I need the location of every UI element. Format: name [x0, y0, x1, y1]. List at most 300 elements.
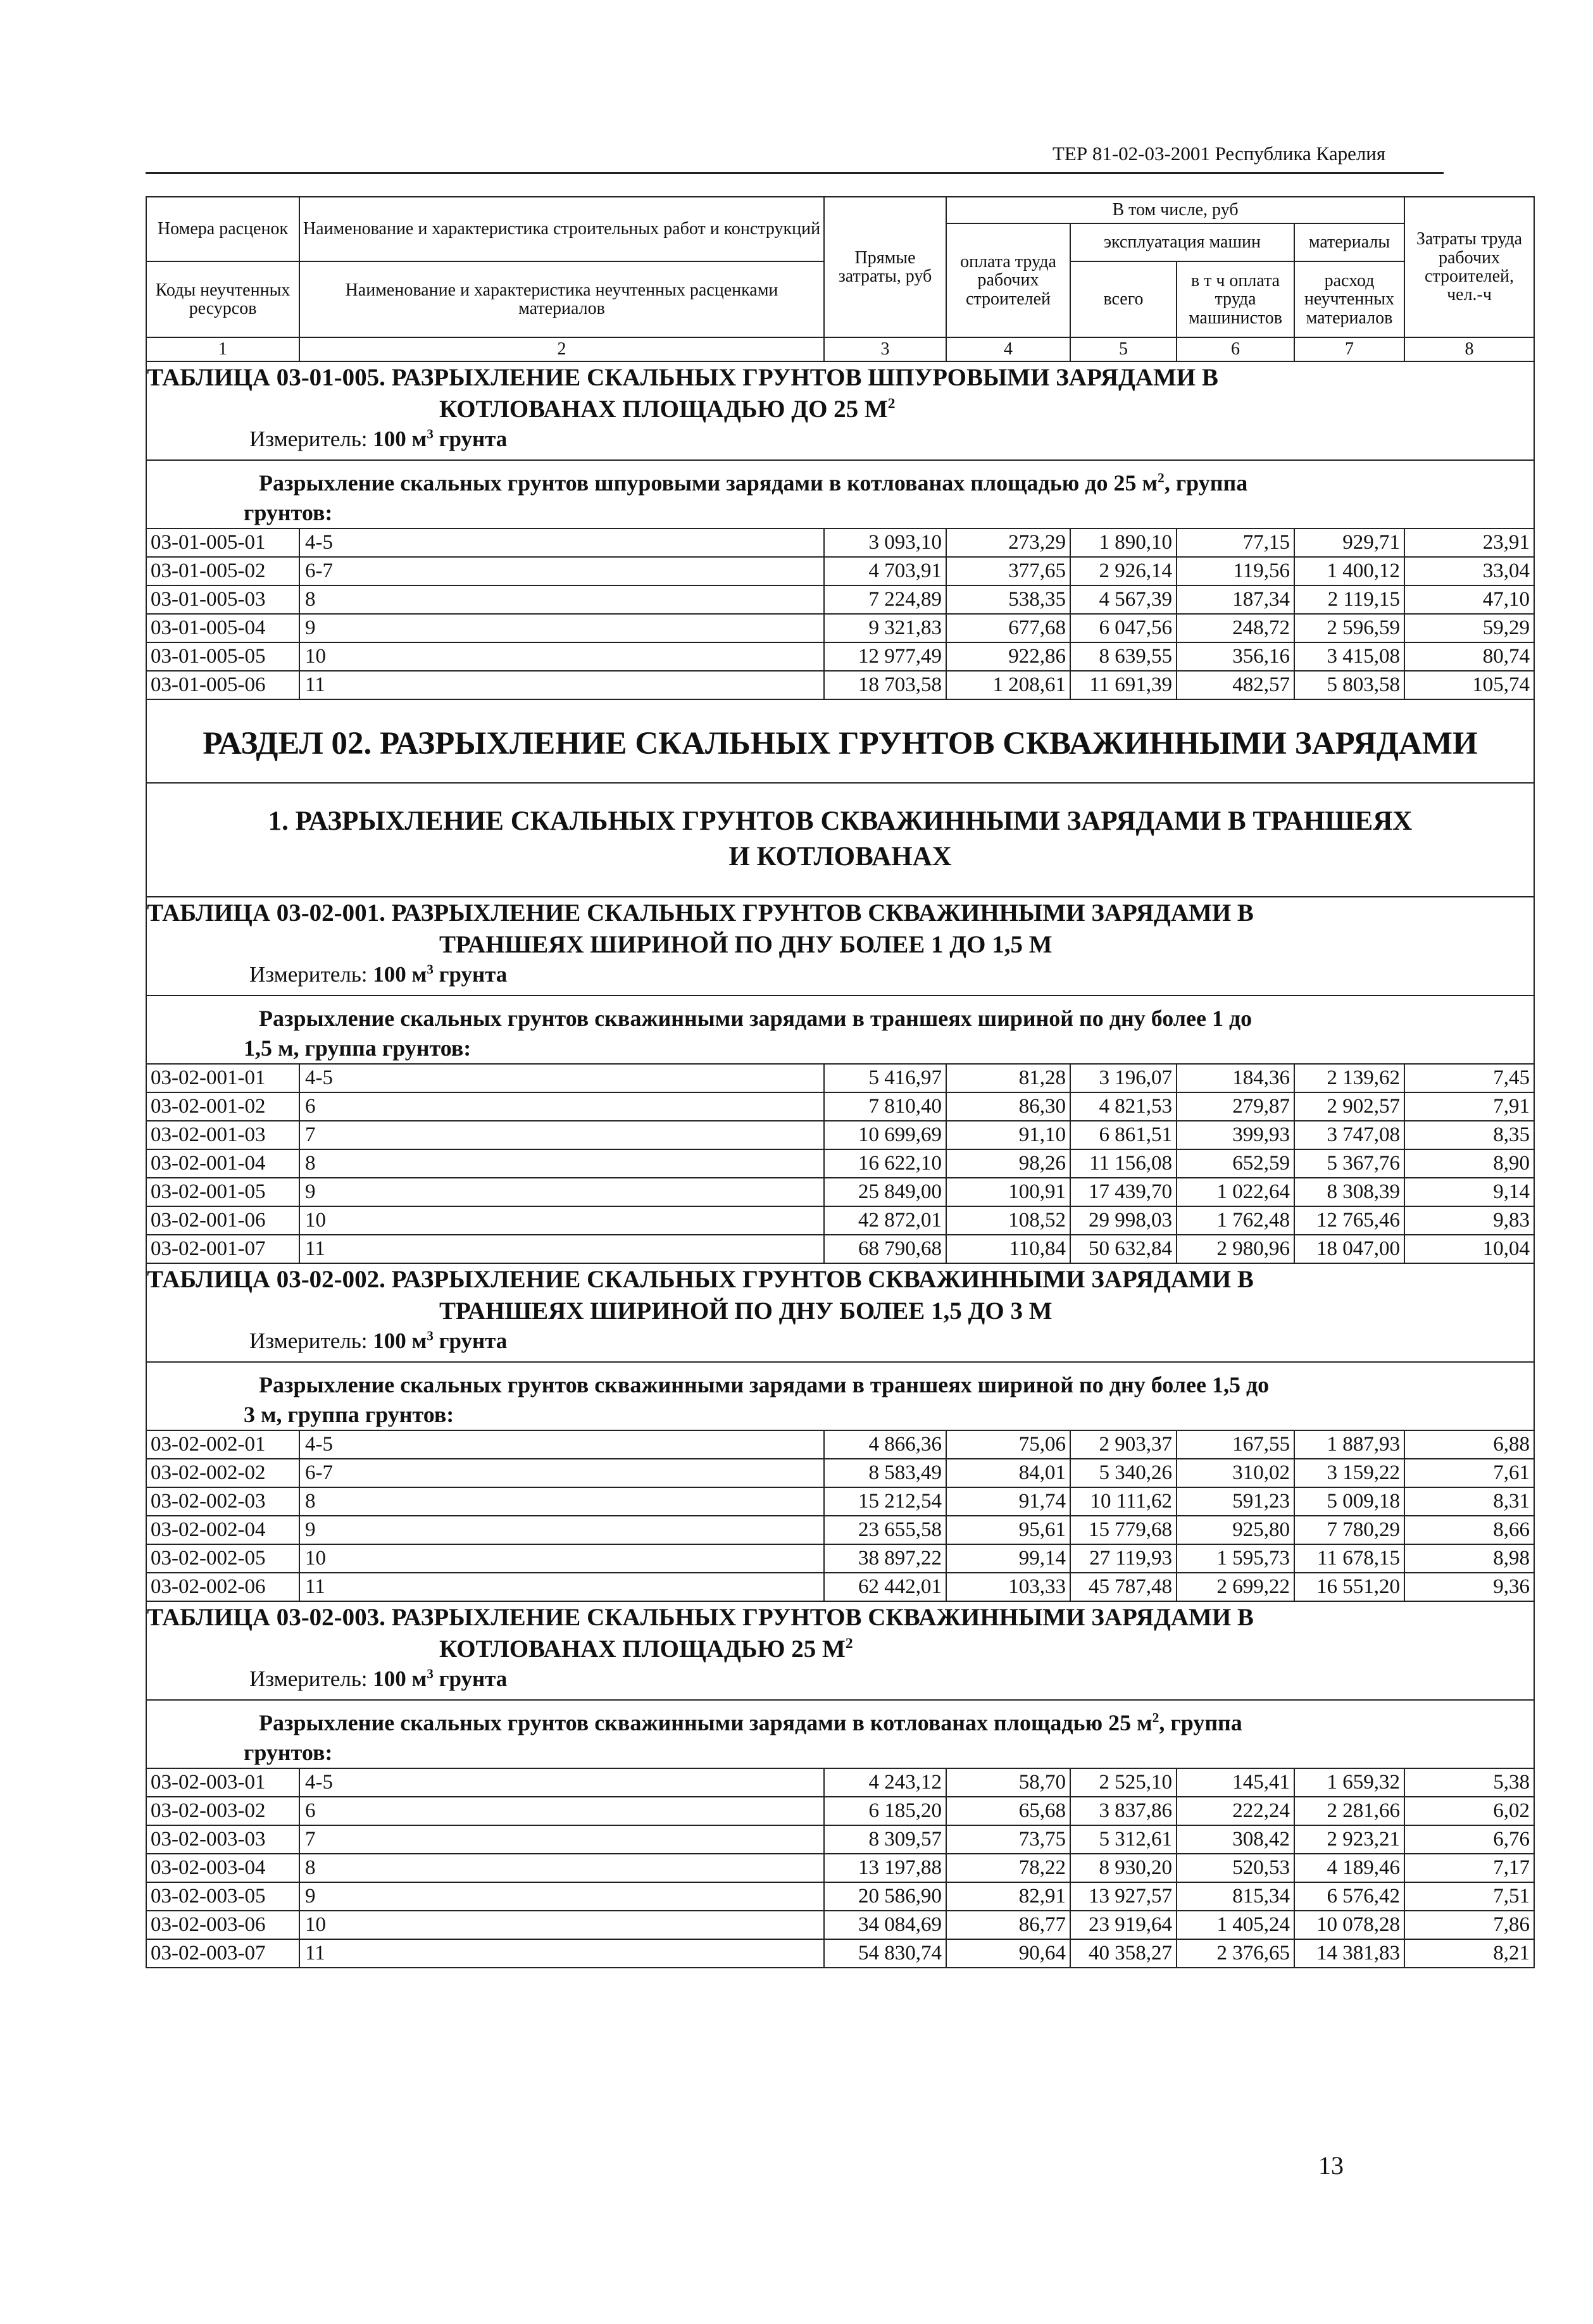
machines-total: 11 156,08: [1070, 1149, 1177, 1178]
soil-group: 9: [299, 1882, 824, 1911]
operators-pay: 1 762,48: [1177, 1206, 1294, 1235]
col1-bottom-header: Коды неучтенных ресурсов: [146, 261, 299, 337]
rate-code: 03-01-005-01: [146, 528, 299, 557]
unit-value: 100 м: [373, 427, 427, 451]
rate-code: 03-02-002-01: [146, 1430, 299, 1459]
direct-cost: 6 185,20: [824, 1797, 946, 1825]
rate-code: 03-02-002-06: [146, 1573, 299, 1601]
table-title-row: [146, 897, 1534, 996]
unit-sup: 3: [427, 1666, 434, 1682]
labor-pay: 82,91: [946, 1882, 1070, 1911]
materials-cost: 7 780,29: [1294, 1516, 1404, 1544]
table-row: [146, 1430, 1534, 1459]
machines-total: 3 196,07: [1070, 1064, 1177, 1092]
labor-hours: 105,74: [1404, 671, 1534, 699]
subsection-title: [147, 784, 1534, 896]
description-cell: [146, 1700, 1534, 1768]
labor-hours: 8,35: [1404, 1121, 1534, 1149]
unit-value-wrap: [373, 427, 507, 451]
direct-cost: 7 810,40: [824, 1092, 946, 1121]
rate-code: 03-01-005-02: [146, 557, 299, 585]
labor-pay: 90,64: [946, 1939, 1070, 1968]
materials-cost: 5 803,58: [1294, 671, 1404, 699]
soil-group: 11: [299, 671, 824, 699]
materials-cost: 2 902,57: [1294, 1092, 1404, 1121]
materials-cost: 5 367,76: [1294, 1149, 1404, 1178]
soil-group: 10: [299, 642, 824, 671]
table-row: [146, 1911, 1534, 1939]
soil-group: 4-5: [299, 528, 824, 557]
table-title-sup: 2: [845, 1635, 853, 1652]
operators-pay: 310,02: [1177, 1459, 1294, 1487]
unit-label: Измеритель:: [249, 1328, 368, 1353]
labor-pay: 1 208,61: [946, 671, 1070, 699]
labor-pay: 84,01: [946, 1459, 1070, 1487]
description-cell: [146, 996, 1534, 1064]
direct-cost: 3 093,10: [824, 528, 946, 557]
labor-hours: 5,38: [1404, 1768, 1534, 1797]
table-row: [146, 1544, 1534, 1573]
soil-group: 8: [299, 1854, 824, 1882]
labor-pay: 65,68: [946, 1797, 1070, 1825]
table-row: [146, 1092, 1534, 1121]
description-row: [146, 460, 1534, 528]
operators-pay: 248,72: [1177, 614, 1294, 642]
materials-cost: 12 765,46: [1294, 1206, 1404, 1235]
materials-cost: 11 678,15: [1294, 1544, 1404, 1573]
col4-header: оплата труда рабочих строителей: [946, 223, 1070, 337]
soil-group: 11: [299, 1573, 824, 1601]
unit-label: Измеритель:: [249, 427, 368, 451]
labor-hours: 9,36: [1404, 1573, 1534, 1601]
column-number: 3: [824, 337, 946, 361]
operators-pay: 520,53: [1177, 1854, 1294, 1882]
description-line2: грунтов:: [244, 1740, 333, 1765]
table-code: ТАБЛИЦА 03-02-002.: [147, 1266, 385, 1293]
column-numbers-row: [146, 337, 1534, 361]
table-title-line2: КОТЛОВАНАХ ПЛОЩАДЬЮ 25 М: [439, 1635, 846, 1663]
rates-table: [146, 196, 1535, 1968]
unit-sup: 3: [427, 426, 434, 442]
table-row: [146, 1573, 1534, 1601]
materials-cost: 6 576,42: [1294, 1882, 1404, 1911]
machines-total: 10 111,62: [1070, 1487, 1177, 1516]
table-row: [146, 1064, 1534, 1092]
machines-total: 5 312,61: [1070, 1825, 1177, 1854]
operators-pay: 222,24: [1177, 1797, 1294, 1825]
labor-pay: 538,35: [946, 585, 1070, 614]
col1-top-header: Номера расценок: [146, 197, 299, 261]
machines-total: 13 927,57: [1070, 1882, 1177, 1911]
table-title-line1: РАЗРЫХЛЕНИЕ СКАЛЬНЫХ ГРУНТОВ ШПУРОВЫМИ ЗАРЯДАМИ В: [391, 364, 1218, 391]
table-title-line2-wrap: [147, 1296, 1534, 1327]
labor-pay: 108,52: [946, 1206, 1070, 1235]
machines-total: 4 821,53: [1070, 1092, 1177, 1121]
unit-value-wrap: [373, 962, 507, 987]
column-number: 7: [1294, 337, 1404, 361]
column-number: 6: [1177, 337, 1294, 361]
materials-cost: 1 887,93: [1294, 1430, 1404, 1459]
operators-pay: 2 699,22: [1177, 1573, 1294, 1601]
table-title-row: [146, 1601, 1534, 1700]
table-title: [147, 897, 1534, 961]
table-row: [146, 1825, 1534, 1854]
unit-value-wrap: [373, 1328, 507, 1353]
table-title: [147, 362, 1534, 425]
operators-pay: 308,42: [1177, 1825, 1294, 1854]
table-title-cell: [146, 1263, 1534, 1362]
operators-pay: 399,93: [1177, 1121, 1294, 1149]
table-row: [146, 1149, 1534, 1178]
soil-group: 4-5: [299, 1768, 824, 1797]
table-row: [146, 1768, 1534, 1797]
table-title-row: [146, 1263, 1534, 1362]
work-description: [147, 461, 1534, 528]
labor-hours: 47,10: [1404, 585, 1534, 614]
table-code: ТАБЛИЦА 03-02-001.: [147, 899, 385, 927]
table-title-line2: ТРАНШЕЯХ ШИРИНОЙ ПО ДНУ БОЛЕЕ 1 ДО 1,5 М: [439, 931, 1053, 958]
labor-pay: 75,06: [946, 1430, 1070, 1459]
soil-group: 8: [299, 1487, 824, 1516]
machines-total: 40 358,27: [1070, 1939, 1177, 1968]
table-title: [147, 1602, 1534, 1665]
materials-cost: 1 659,32: [1294, 1768, 1404, 1797]
soil-group: 9: [299, 614, 824, 642]
labor-pay: 98,26: [946, 1149, 1070, 1178]
materials-cost: 2 596,59: [1294, 614, 1404, 642]
labor-pay: 103,33: [946, 1573, 1070, 1601]
table-row: [146, 1797, 1534, 1825]
rate-code: 03-02-003-07: [146, 1939, 299, 1968]
labor-pay: 377,65: [946, 557, 1070, 585]
materials-cost: 2 281,66: [1294, 1797, 1404, 1825]
unit-suffix: грунта: [439, 1666, 508, 1691]
unit-label: Измеритель:: [249, 1666, 368, 1691]
labor-pay: 86,77: [946, 1911, 1070, 1939]
table-row: [146, 671, 1534, 699]
direct-cost: 10 699,69: [824, 1121, 946, 1149]
soil-group: 10: [299, 1911, 824, 1939]
direct-cost: 4 866,36: [824, 1430, 946, 1459]
soil-group: 4-5: [299, 1064, 824, 1092]
operators-pay: 1 405,24: [1177, 1911, 1294, 1939]
table-row: [146, 528, 1534, 557]
group-header: В том числе, руб: [946, 197, 1404, 223]
machines-total: 4 567,39: [1070, 585, 1177, 614]
direct-cost: 9 321,83: [824, 614, 946, 642]
labor-hours: 6,02: [1404, 1797, 1534, 1825]
labor-pay: 922,86: [946, 642, 1070, 671]
materials-cost: 14 381,83: [1294, 1939, 1404, 1968]
col5-header: всего: [1070, 261, 1177, 337]
table-title-row: [146, 361, 1534, 460]
materials-cost: 8 308,39: [1294, 1178, 1404, 1206]
soil-group: 6: [299, 1092, 824, 1121]
operators-pay: 187,34: [1177, 585, 1294, 614]
table-row: [146, 614, 1534, 642]
rate-code: 03-02-001-02: [146, 1092, 299, 1121]
unit-sup: 3: [427, 961, 434, 977]
work-description: [147, 1363, 1534, 1430]
column-number: 5: [1070, 337, 1177, 361]
machines-total: 3 837,86: [1070, 1797, 1177, 1825]
machines-total: 11 691,39: [1070, 671, 1177, 699]
unit-value: 100 м: [373, 1666, 427, 1691]
machines-total: 6 047,56: [1070, 614, 1177, 642]
rate-code: 03-02-001-07: [146, 1235, 299, 1263]
table-row: [146, 642, 1534, 671]
table-row: [146, 1516, 1534, 1544]
direct-cost: 13 197,88: [824, 1854, 946, 1882]
labor-pay: 91,74: [946, 1487, 1070, 1516]
soil-group: 6: [299, 1797, 824, 1825]
table-title-sup: 2: [887, 396, 896, 412]
materials-cost: 3 747,08: [1294, 1121, 1404, 1149]
machines-header: эксплуатация машин: [1070, 223, 1294, 261]
rate-code: 03-02-002-04: [146, 1516, 299, 1544]
table-row: [146, 1206, 1534, 1235]
materials-cost: 16 551,20: [1294, 1573, 1404, 1601]
materials-cost: 3 159,22: [1294, 1459, 1404, 1487]
column-number: 2: [299, 337, 824, 361]
labor-hours: 59,29: [1404, 614, 1534, 642]
materials-header: материалы: [1294, 223, 1404, 261]
description-line1: Разрыхление скальных грунтов скважинными зарядами в траншеях шириной по дну более 1,5 до: [259, 1372, 1270, 1397]
materials-cost: 2 139,62: [1294, 1064, 1404, 1092]
col7-header: расход неучтенных материалов: [1294, 261, 1404, 337]
machines-total: 27 119,93: [1070, 1544, 1177, 1573]
materials-cost: 5 009,18: [1294, 1487, 1404, 1516]
table-row: [146, 1939, 1534, 1968]
operators-pay: 356,16: [1177, 642, 1294, 671]
machines-total: 23 919,64: [1070, 1911, 1177, 1939]
rate-code: 03-01-005-06: [146, 671, 299, 699]
machines-total: 2 926,14: [1070, 557, 1177, 585]
direct-cost: 4 243,12: [824, 1768, 946, 1797]
machines-total: 50 632,84: [1070, 1235, 1177, 1263]
soil-group: 8: [299, 585, 824, 614]
table-title-line2-wrap: [147, 394, 1534, 425]
unit-suffix: грунта: [439, 1328, 508, 1353]
soil-group: 11: [299, 1939, 824, 1968]
materials-cost: 3 415,08: [1294, 642, 1404, 671]
description-cell: [146, 1362, 1534, 1430]
rate-code: 03-02-001-06: [146, 1206, 299, 1235]
operators-pay: 279,87: [1177, 1092, 1294, 1121]
table-row: [146, 1459, 1534, 1487]
labor-hours: 7,51: [1404, 1882, 1534, 1911]
table-title-line2: ТРАНШЕЯХ ШИРИНОЙ ПО ДНУ БОЛЕЕ 1,5 ДО 3 М: [439, 1297, 1053, 1325]
rate-code: 03-02-003-04: [146, 1854, 299, 1882]
col8-header: Затраты труда рабочих строителей, чел.-ч: [1404, 197, 1534, 337]
rate-code: 03-01-005-04: [146, 614, 299, 642]
table-title-cell: [146, 361, 1534, 460]
rate-code: 03-01-005-05: [146, 642, 299, 671]
table-row: [146, 1121, 1534, 1149]
subsection-line2: И КОТЛОВАНАХ: [728, 842, 952, 872]
soil-group: 9: [299, 1516, 824, 1544]
table-title-cell: [146, 897, 1534, 996]
unit-measure: [147, 1665, 1534, 1699]
description-line1: Разрыхление скальных грунтов скважинными зарядами в траншеях шириной по дну более 1 до: [259, 1006, 1253, 1031]
machines-total: 6 861,51: [1070, 1121, 1177, 1149]
labor-hours: 6,76: [1404, 1825, 1534, 1854]
operators-pay: 1 022,64: [1177, 1178, 1294, 1206]
rate-code: 03-02-003-02: [146, 1797, 299, 1825]
unit-value-wrap: [373, 1666, 507, 1691]
soil-group: 9: [299, 1178, 824, 1206]
operators-pay: 145,41: [1177, 1768, 1294, 1797]
direct-cost: 15 212,54: [824, 1487, 946, 1516]
soil-group: 6-7: [299, 557, 824, 585]
soil-group: 10: [299, 1544, 824, 1573]
col3-header: Прямые затраты, руб: [824, 197, 946, 337]
description-line2: 1,5 м, группа грунтов:: [244, 1035, 472, 1061]
labor-pay: 58,70: [946, 1768, 1070, 1797]
rate-code: 03-02-001-04: [146, 1149, 299, 1178]
direct-cost: 18 703,58: [824, 671, 946, 699]
labor-pay: 91,10: [946, 1121, 1070, 1149]
table-row: [146, 1235, 1534, 1263]
direct-cost: 25 849,00: [824, 1178, 946, 1206]
column-number: 8: [1404, 337, 1534, 361]
labor-hours: 8,90: [1404, 1149, 1534, 1178]
soil-group: 6-7: [299, 1459, 824, 1487]
description-row: [146, 1362, 1534, 1430]
labor-hours: 80,74: [1404, 642, 1534, 671]
labor-pay: 677,68: [946, 614, 1070, 642]
section-row: [146, 699, 1534, 783]
direct-cost: 62 442,01: [824, 1573, 946, 1601]
labor-hours: 7,91: [1404, 1092, 1534, 1121]
rate-code: 03-02-001-05: [146, 1178, 299, 1206]
rate-code: 03-02-003-03: [146, 1825, 299, 1854]
description-sup: 2: [1158, 470, 1165, 485]
soil-group: 7: [299, 1825, 824, 1854]
col6-header: в т ч оплата труда машинистов: [1177, 261, 1294, 337]
table-row: [146, 1854, 1534, 1882]
labor-pay: 73,75: [946, 1825, 1070, 1854]
column-number: 4: [946, 337, 1070, 361]
materials-cost: 4 189,46: [1294, 1854, 1404, 1882]
table-row: [146, 585, 1534, 614]
operators-pay: 167,55: [1177, 1430, 1294, 1459]
header-row-1: [146, 197, 1534, 223]
labor-hours: 8,98: [1404, 1544, 1534, 1573]
rate-code: 03-02-003-06: [146, 1911, 299, 1939]
rate-code: 03-02-001-03: [146, 1121, 299, 1149]
machines-total: 17 439,70: [1070, 1178, 1177, 1206]
labor-hours: 7,61: [1404, 1459, 1534, 1487]
direct-cost: 54 830,74: [824, 1939, 946, 1968]
work-description: [147, 1701, 1534, 1768]
direct-cost: 12 977,49: [824, 642, 946, 671]
column-number: 1: [146, 337, 299, 361]
table-title-line2-wrap: [147, 1634, 1534, 1665]
soil-group: 4-5: [299, 1430, 824, 1459]
machines-total: 45 787,48: [1070, 1573, 1177, 1601]
operators-pay: 925,80: [1177, 1516, 1294, 1544]
direct-cost: 23 655,58: [824, 1516, 946, 1544]
machines-total: 5 340,26: [1070, 1459, 1177, 1487]
labor-pay: 273,29: [946, 528, 1070, 557]
operators-pay: 2 376,65: [1177, 1939, 1294, 1968]
direct-cost: 68 790,68: [824, 1235, 946, 1263]
labor-hours: 7,45: [1404, 1064, 1534, 1092]
table-row: [146, 1487, 1534, 1516]
operators-pay: 652,59: [1177, 1149, 1294, 1178]
table-title-line1: РАЗРЫХЛЕНИЕ СКАЛЬНЫХ ГРУНТОВ СКВАЖИННЫМИ ЗАРЯДАМИ В: [391, 899, 1254, 927]
labor-pay: 99,14: [946, 1544, 1070, 1573]
unit-sup: 3: [427, 1328, 434, 1344]
direct-cost: 38 897,22: [824, 1544, 946, 1573]
labor-hours: 9,14: [1404, 1178, 1534, 1206]
operators-pay: 482,57: [1177, 671, 1294, 699]
direct-cost: 34 084,69: [824, 1911, 946, 1939]
subsection-row: [146, 783, 1534, 897]
direct-cost: 4 703,91: [824, 557, 946, 585]
labor-hours: 9,83: [1404, 1206, 1534, 1235]
direct-cost: 8 309,57: [824, 1825, 946, 1854]
description-cell: [146, 460, 1534, 528]
page-number: 13: [1318, 2151, 1344, 2180]
operators-pay: 184,36: [1177, 1064, 1294, 1092]
unit-measure: [147, 961, 1534, 995]
soil-group: 7: [299, 1121, 824, 1149]
header-rule: [146, 172, 1444, 174]
labor-pay: 110,84: [946, 1235, 1070, 1263]
operators-pay: 77,15: [1177, 528, 1294, 557]
machines-total: 2 525,10: [1070, 1768, 1177, 1797]
labor-hours: 8,66: [1404, 1516, 1534, 1544]
unit-suffix: грунта: [439, 962, 508, 987]
materials-cost: 18 047,00: [1294, 1235, 1404, 1263]
rate-code: 03-02-002-05: [146, 1544, 299, 1573]
labor-pay: 95,61: [946, 1516, 1070, 1544]
machines-total: 2 903,37: [1070, 1430, 1177, 1459]
table-title-line1: РАЗРЫХЛЕНИЕ СКАЛЬНЫХ ГРУНТОВ СКВАЖИННЫМИ ЗАРЯДАМИ В: [391, 1266, 1254, 1293]
materials-cost: 2 119,15: [1294, 585, 1404, 614]
direct-cost: 42 872,01: [824, 1206, 946, 1235]
section-cell: [146, 699, 1534, 783]
document-body: [146, 196, 1530, 1968]
rate-code: 03-02-003-05: [146, 1882, 299, 1911]
page-header: ТЕР 81-02-03-2001 Республика Карелия: [1053, 142, 1386, 165]
description-row: [146, 1700, 1534, 1768]
table-code: ТАБЛИЦА 03-01-005.: [147, 364, 385, 391]
labor-hours: 8,21: [1404, 1939, 1534, 1968]
section-title: РАЗДЕЛ 02. РАЗРЫХЛЕНИЕ СКАЛЬНЫХ ГРУНТОВ СКВАЖИННЫМИ ЗАРЯДАМИ: [203, 726, 1478, 761]
direct-cost: 5 416,97: [824, 1064, 946, 1092]
machines-total: 8 930,20: [1070, 1854, 1177, 1882]
materials-cost: 1 400,12: [1294, 557, 1404, 585]
machines-total: 1 890,10: [1070, 528, 1177, 557]
table-row: [146, 1882, 1534, 1911]
labor-pay: 81,28: [946, 1064, 1070, 1092]
labor-hours: 33,04: [1404, 557, 1534, 585]
table-title-line2: КОТЛОВАНАХ ПЛОЩАДЬЮ ДО 25 М: [439, 396, 888, 423]
unit-suffix: грунта: [439, 427, 508, 451]
col2-top-header: Наименование и характеристика строительных работ и конструкций: [299, 197, 824, 261]
rate-code: 03-02-003-01: [146, 1768, 299, 1797]
table-title-cell: [146, 1601, 1534, 1700]
table-title-line1: РАЗРЫХЛЕНИЕ СКАЛЬНЫХ ГРУНТОВ СКВАЖИННЫМИ ЗАРЯДАМИ В: [391, 1604, 1254, 1631]
direct-cost: 8 583,49: [824, 1459, 946, 1487]
rate-code: 03-01-005-03: [146, 585, 299, 614]
table-row: [146, 1178, 1534, 1206]
operators-pay: 1 595,73: [1177, 1544, 1294, 1573]
labor-pay: 86,30: [946, 1092, 1070, 1121]
